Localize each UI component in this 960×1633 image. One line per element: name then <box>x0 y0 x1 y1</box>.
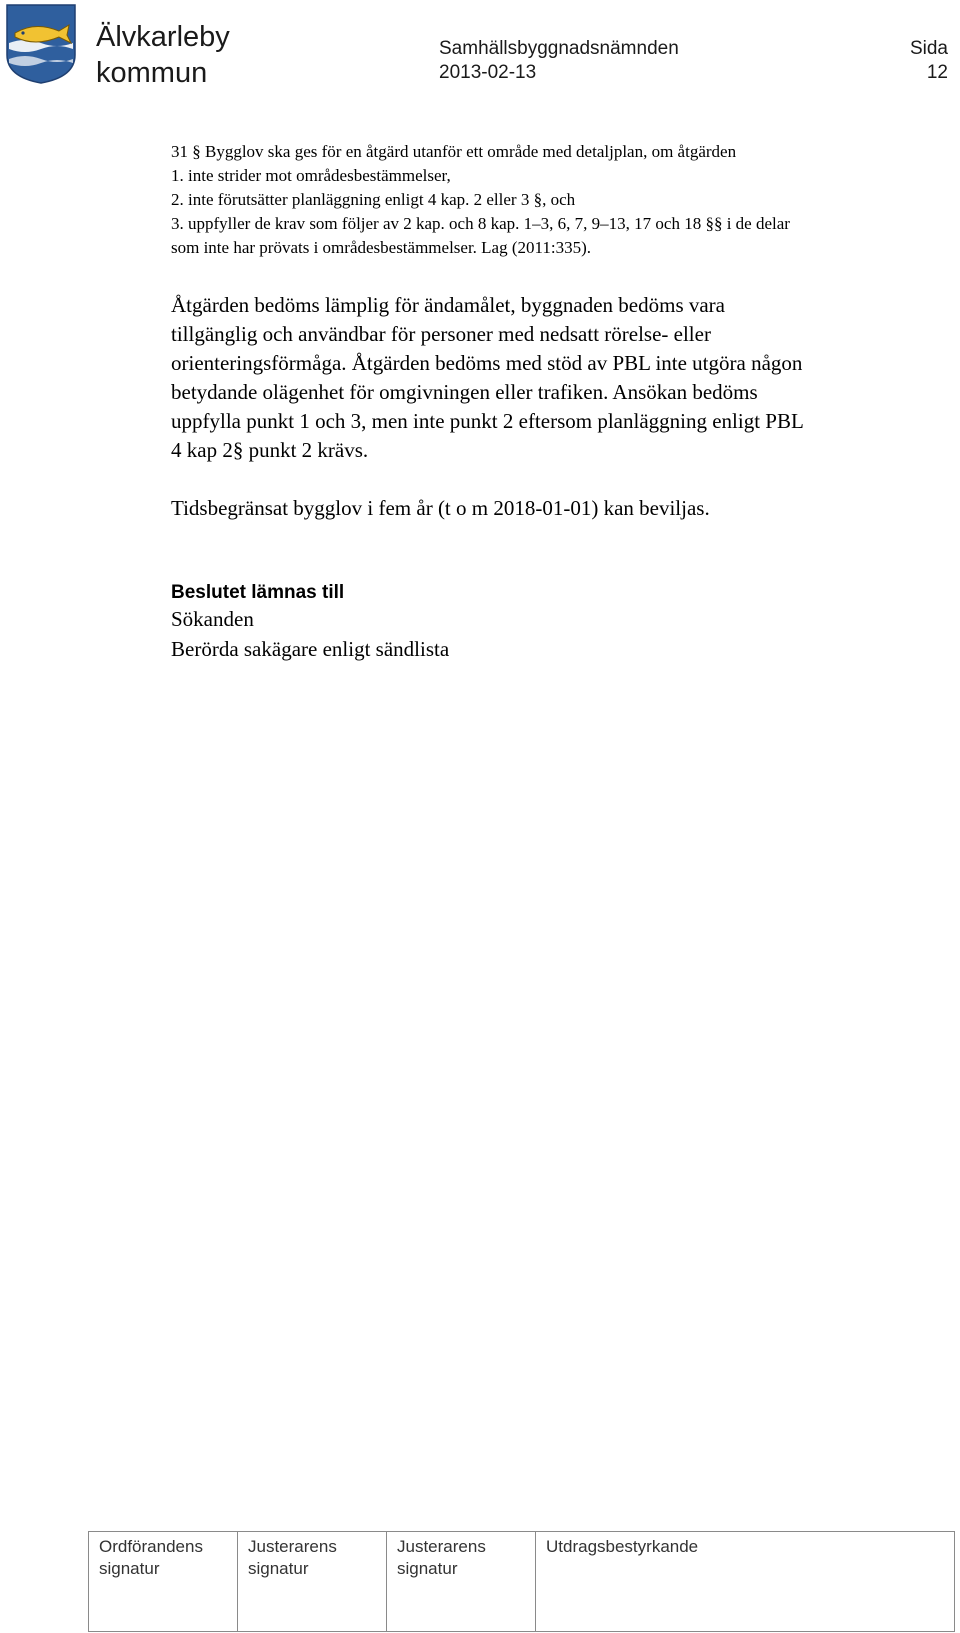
organization-name: Älvkarleby <box>96 21 230 53</box>
page-label: Sida <box>909 38 948 59</box>
signature-table <box>88 1531 955 1632</box>
assessment-line: betydande olägenhet för omgivningen eller trafiken. Ansökan bedöms <box>171 380 758 404</box>
signature-label: signatur <box>99 1559 160 1578</box>
signature-label: signatur <box>248 1559 309 1578</box>
signature-label: signatur <box>397 1559 458 1578</box>
signature-label: Utdragsbestyrkande <box>546 1537 699 1556</box>
assessment-line: tillgänglig och användbar för personer med nedsatt rörelse- eller <box>171 322 711 346</box>
organization-name-line2: kommun <box>96 57 208 89</box>
assessment-line: 4 kap 2§ punkt 2 krävs. <box>171 438 369 462</box>
signature-cell-chair <box>89 1532 238 1632</box>
signature-cell-certification <box>536 1532 955 1632</box>
law-citation <box>171 140 941 260</box>
signature-label: Ordförandens <box>99 1537 203 1556</box>
law-line: 3. uppfyller de krav som följer av 2 kap. och 8 kap. 1–3, 6, 7, 9–13, 17 och 18 §§ i de delar <box>171 214 790 233</box>
conclusion-text: Tidsbegränsat bygglov i fem år (t o m 2018-01-01) kan beviljas. <box>171 496 710 520</box>
signature-cell-adjuster-1 <box>238 1532 387 1632</box>
recipient-item: Berörda sakägare enligt sändlista <box>171 637 450 661</box>
signature-label: Justerarens <box>397 1537 486 1556</box>
meeting-date: 2013-02-13 <box>439 62 537 83</box>
assessment-line: Åtgärden bedöms lämplig för ändamålet, byggnaden bedöms vara <box>171 293 725 317</box>
law-line: som inte har prövats i områdesbestämmelser. Lag (2011:335). <box>171 238 592 257</box>
law-line: 31 § Bygglov ska ges för en åtgärd utanför ett område med detaljplan, om åtgärden <box>171 142 737 161</box>
decision-heading: Beslutet lämnas till <box>171 582 345 603</box>
conclusion-paragraph <box>171 494 941 523</box>
municipal-coat-of-arms-icon <box>5 3 77 85</box>
assessment-line: uppfylla punkt 1 och 3, men inte punkt 2 eftersom planläggning enligt PBL <box>171 409 804 433</box>
page-number: 12 <box>926 62 948 83</box>
assessment-line: orienteringsförmåga. Åtgärden bedöms med stöd av PBL inte utgöra någon <box>171 351 803 375</box>
signature-cell-adjuster-2 <box>387 1532 536 1632</box>
law-line: 2. inte förutsätter planläggning enligt 4 kap. 2 eller 3 §, och <box>171 190 576 209</box>
law-line: 1. inte strider mot områdesbestämmelser, <box>171 166 451 185</box>
committee-name: Samhällsbyggnadsnämnden <box>439 38 679 59</box>
signature-label: Justerarens <box>248 1537 337 1556</box>
assessment-paragraph <box>171 291 941 465</box>
recipient-item: Sökanden <box>171 607 254 631</box>
